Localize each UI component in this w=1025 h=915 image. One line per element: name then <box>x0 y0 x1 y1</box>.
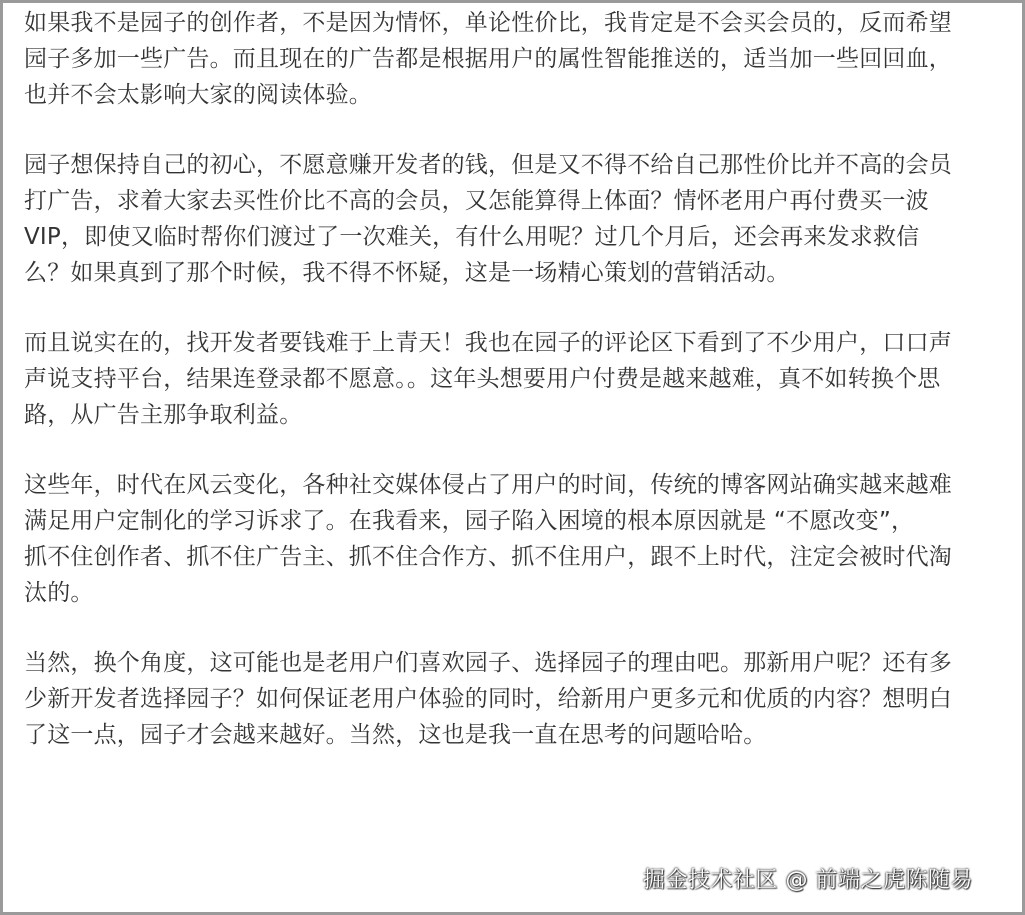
paragraph-4 <box>24 467 1014 611</box>
text-line: 当然，换个角度，这可能也是老用户们喜欢园子、选择园子的理由吧。那新用户呢？还有多 <box>24 650 952 676</box>
text-line: VIP，即使又临时帮你们渡过了一次难关，有什么用呢？过几个月后，还会再来发求救信 <box>24 224 920 250</box>
article-body <box>24 5 1014 787</box>
text-line: 少新开发者选择园子？如何保证老用户体验的同时，给新用户更多元和优质的内容？想明白 <box>24 686 952 712</box>
text-line: 如果我不是园子的创作者，不是因为情怀，单论性价比，我肯定是不会买会员的，反而希望 <box>24 10 952 36</box>
text-line: 园子多加一些广告。而且现在的广告都是根据用户的属性智能推送的，适当加一些回回血， <box>24 46 952 72</box>
text-line: 满足用户定制化的学习诉求了。在我看来，园子陷入困境的根本原因就是 “不愿改变”， <box>24 508 915 534</box>
paragraph-5 <box>24 645 1014 753</box>
text-line: 打广告，求着大家去买性价比不高的会员，又怎能算得上体面？情怀老用户再付费买一波 <box>24 188 929 214</box>
text-line: 也并不会太影响大家的阅读体验。 <box>24 82 372 108</box>
paragraph-3 <box>24 325 1014 433</box>
text-line: 声说支持平台，结果连登录都不愿意。。这年头想要用户付费是越来越难，真不如转换个思 <box>24 366 941 392</box>
text-line: 么？如果真到了那个时候，我不得不怀疑，这是一场精心策划的营销活动。 <box>24 260 790 286</box>
text-line: 园子想保持自己的初心，不愿意赚开发者的钱，但是又不得不给自己那性价比并不高的会员 <box>24 152 952 178</box>
watermark-text: 掘金技术社区 @ 前端之虎陈随易 <box>643 868 973 893</box>
text-line: 这些年，时代在风云变化，各种社交媒体侵占了用户的时间，传统的博客网站确实越来越难 <box>24 472 952 498</box>
text-line: 而且说实在的，找开发者要钱难于上青天！我也在园子的评论区下看到了不少用户，口口声 <box>24 330 952 356</box>
paragraph-2 <box>24 147 1014 291</box>
text-line: 路，从广告主那争取利益。 <box>24 402 303 428</box>
text-line: 了这一点，园子才会越来越好。当然，这也是我一直在思考的问题哈哈。 <box>24 722 767 748</box>
paragraph-1 <box>24 5 1014 113</box>
text-line: 汰的。 <box>24 580 94 606</box>
text-line: 抓不住创作者、抓不住广告主、抓不住合作方、抓不住用户，跟不上时代，注定会被时代淘 <box>24 544 952 570</box>
